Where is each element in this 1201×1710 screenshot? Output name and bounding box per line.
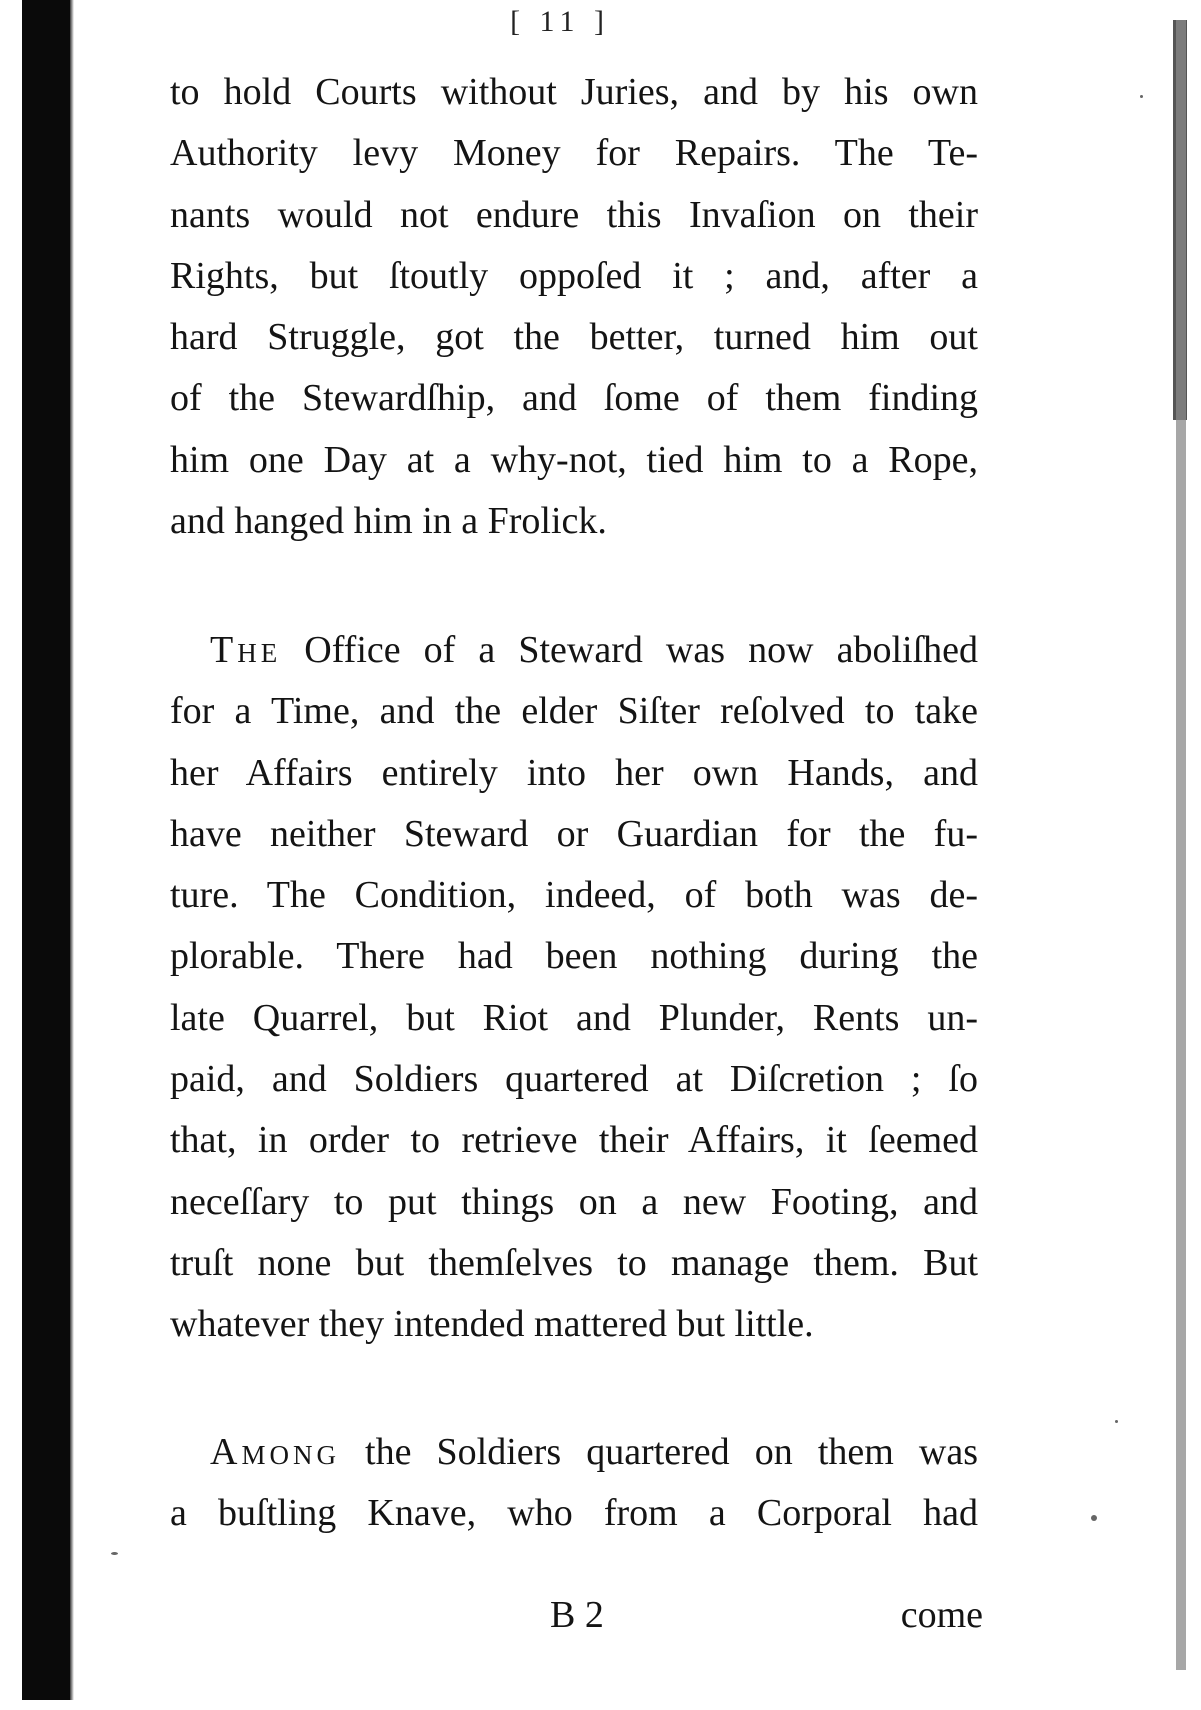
text-line-rest: Office of a Steward was now aboliſhed xyxy=(281,629,978,671)
paragraph-lead-small-caps: The xyxy=(210,629,282,671)
text-line: a buſtling Knave, who from a Corporal had xyxy=(170,1492,978,1535)
text-line: plorable. There had been nothing during the xyxy=(170,935,978,978)
text-line: neceſſary to put things on a new Footing, and xyxy=(170,1180,978,1223)
text-line: that, in order to retrieve their Affairs, it ſeemed xyxy=(170,1119,978,1162)
text-line-rest: the Soldiers quartered on them was xyxy=(339,1431,978,1473)
text-line: him one Day at a why-not, tied him to a Rope, xyxy=(170,438,978,481)
scan-binding-shadow xyxy=(70,0,74,1700)
paragraph-lead-small-caps: Among xyxy=(210,1431,340,1473)
text-line: paid, and Soldiers quartered at Diſcretion ; ſo xyxy=(170,1058,978,1101)
scan-binding-edge xyxy=(22,0,70,1700)
signature-mark: B 2 xyxy=(550,1594,604,1636)
text-line: of the Stewardſhip, and ſome of them finding xyxy=(170,377,978,420)
text-line: truſt none but themſelves to manage them. But xyxy=(170,1241,978,1284)
text-line: for a Time, and the elder Siſter reſolved to take xyxy=(170,690,978,733)
text-line-first xyxy=(170,1422,978,1483)
text-line: ture. The Condition, indeed, of both was de- xyxy=(170,874,978,917)
text-line: nants would not endure this Invaſion on their xyxy=(170,193,978,236)
text-line: hard Struggle, got the better, turned him out xyxy=(170,316,978,359)
text-line: her Affairs entirely into her own Hands, and xyxy=(170,751,978,794)
catchword: come xyxy=(900,1594,983,1636)
scan-speck xyxy=(1140,95,1143,98)
text-line: late Quarrel, but Riot and Plunder, Rents un- xyxy=(170,996,978,1039)
text-line: Authority levy Money for Repairs. The Te- xyxy=(170,132,978,175)
page-number-header: [ 11 ] xyxy=(510,5,610,38)
paragraph-1 xyxy=(170,62,978,552)
scan-right-edge xyxy=(1176,20,1186,1670)
text-line: have neither Steward or Guardian for the fu- xyxy=(170,812,978,855)
paragraph-3 xyxy=(170,1422,978,1545)
scan-speck xyxy=(1115,1420,1118,1423)
text-line: and hanged him in a Frolick. xyxy=(170,500,607,543)
paragraph-2 xyxy=(170,620,978,1356)
scan-speck xyxy=(1091,1515,1097,1521)
text-line: Rights, but ſtoutly oppoſed it ; and, after a xyxy=(170,254,978,297)
scan-speck xyxy=(111,1552,118,1555)
text-line: whatever they intended mattered but little. xyxy=(170,1303,814,1346)
text-line: to hold Courts without Juries, and by his own xyxy=(170,71,978,113)
text-line-first xyxy=(170,620,978,681)
